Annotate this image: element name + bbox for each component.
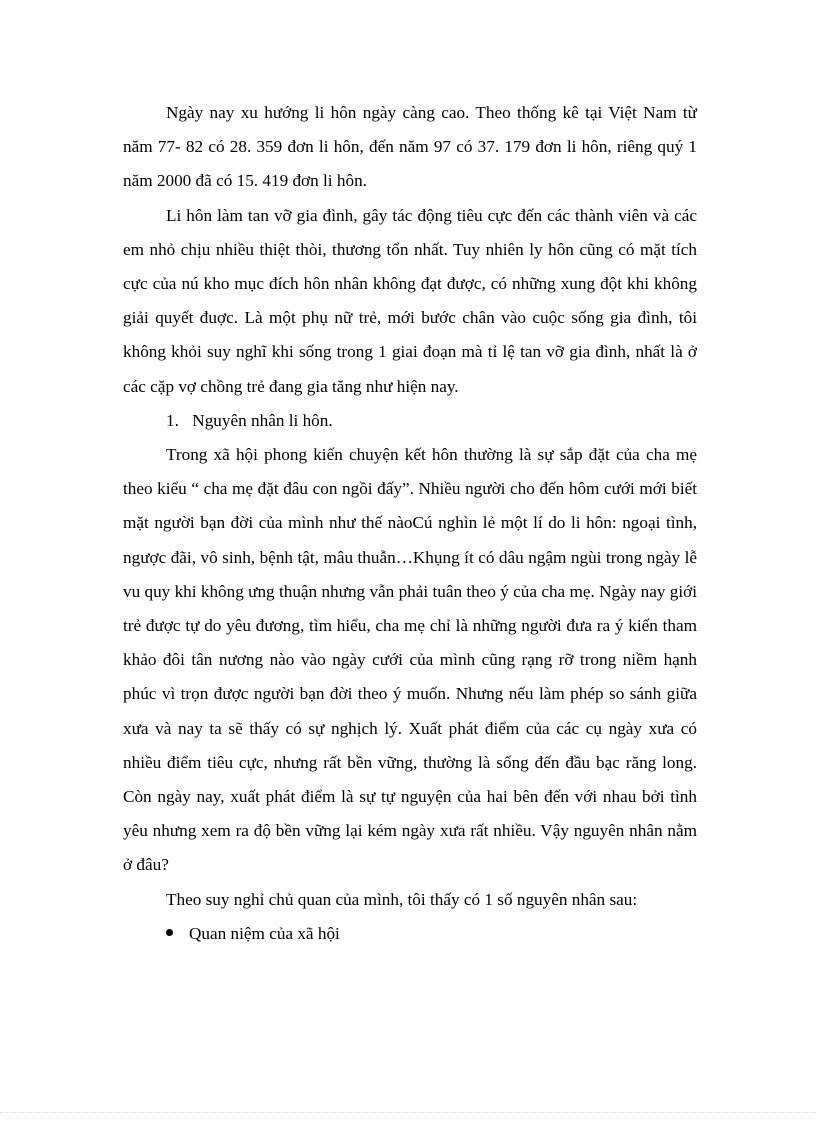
page-bottom-divider (0, 1112, 816, 1113)
paragraph-divorce-effects: Li hôn làm tan vỡ gia đình, gây tác động tiêu cực đến các thành viên và các em nhỏ chịu nhiều thiệt thòi, thương tổn nhất. Tuy nhiên ly hôn cũng có mặt tích cực của nú kho mục đích hôn nhân không đạt được, có những xung đột khi không giải quyết đuợc. Là một phụ nữ trẻ, mới bước chân vào cuộc sống gia đình, tôi không khỏi suy nghĩ khi sống trong 1 giai đoạn mà tỉ lệ tan vỡ gia đình, nhất là ở các cặp vợ chồng trẻ đang gia tăng như hiện nay. (123, 205, 697, 396)
paragraph-divorce-statistics: Ngày nay xu hướng li hôn ngày càng cao. Theo thống kê tại Việt Nam từ năm 77- 82 có 28. 359 đơn li hôn, đến năm 97 có 37. 179 đơn li hôn, riêng quý 1 năm 2000 đã có 15. 419 đơn li hôn. (123, 103, 697, 191)
section-heading-number: 1. (166, 410, 179, 430)
bullet-icon (166, 929, 173, 936)
document-body (123, 96, 697, 951)
paragraph-feudal-society: Trong xã hội phong kiến chuyện kết hôn thường là sự sắp đặt của cha mẹ theo kiểu “ cha mẹ đặt đâu con ngồi đấy”. Nhiều người cho đến hôm cưới mới biết mặt người bạn đời của mình như thế nàoCú nghìn lẻ một lí do li hôn: ngoại tình, ngược đãi, vô sinh, bệnh tật, mâu thuẫn…Khụng ít có dâu ngậm ngùi trong ngày lễ vu quy khi không ưng thuận nhưng vẫn phải tuân theo ý của cha mẹ. Ngày nay giới trẻ được tự do yêu đương, tìm hiểu, cha mẹ chỉ là những người đưa ra ý kiến tham khảo đôi tân nương nào vào ngày cưới của mình cũng rạng rỡ trong niềm hạnh phúc vì trọn được người bạn đời theo ý muốn. Nhưng nếu làm phép so sánh giữa xưa và nay ta sẽ thấy có sự nghịch lý. Xuất phát điểm của các cụ ngày xưa có nhiều điểm tiêu cực, nhưng rất bền vững, thường là sống đến đầu bạc răng long. Còn ngày nay, xuất phát điểm là sự tự nguyện của hai bên đến với nhau bởi tình yêu nhưng xem ra độ bền vững lại kém ngày xưa rất nhiều. Vậy nguyên nhân nằm ở đâu? (123, 445, 697, 875)
bullet-text: Quan niệm của xã hội (189, 923, 340, 943)
section-heading (123, 404, 697, 438)
section-heading-text: Nguyên nhân li hôn. (192, 410, 333, 430)
list-item (123, 917, 697, 951)
paragraph-causes-intro: Theo suy nghỉ chủ quan của mình, tôi thấy có 1 số nguyên nhân sau: (166, 889, 638, 909)
